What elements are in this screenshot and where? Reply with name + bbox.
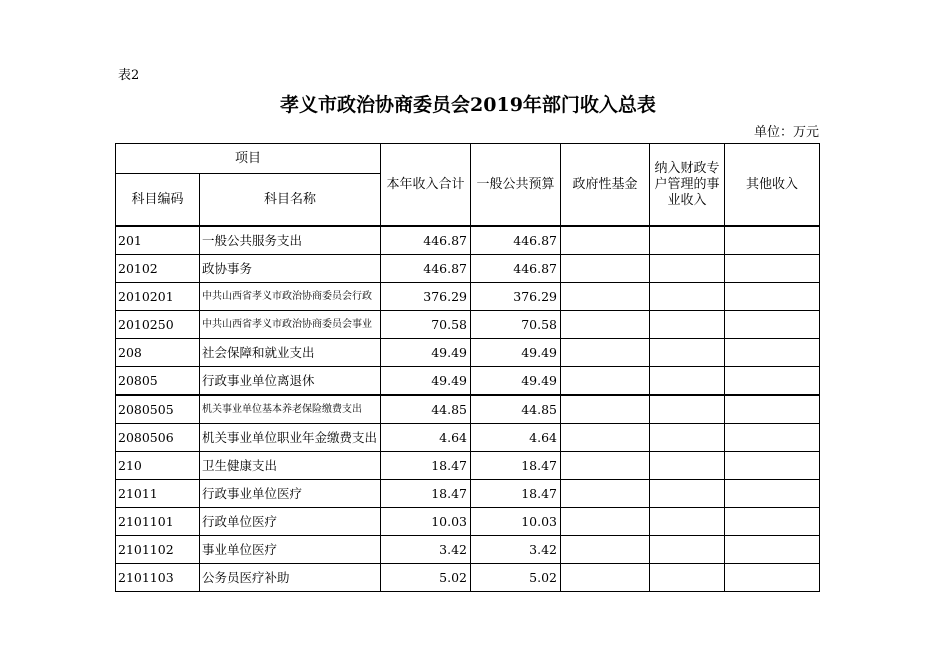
row-special-mgmt bbox=[650, 395, 725, 424]
row-other bbox=[725, 452, 820, 480]
row-general-budget: 4.64 bbox=[471, 424, 561, 452]
row-special-mgmt bbox=[650, 508, 725, 536]
row-total: 18.47 bbox=[381, 480, 471, 508]
row-general-budget: 18.47 bbox=[471, 452, 561, 480]
row-code: 210 bbox=[116, 452, 200, 480]
row-code: 2010250 bbox=[116, 311, 200, 339]
row-total: 49.49 bbox=[381, 367, 471, 396]
income-table bbox=[115, 143, 820, 592]
table-row bbox=[116, 395, 820, 424]
row-code: 201 bbox=[116, 226, 200, 255]
row-name: 行政事业单位离退休 bbox=[200, 367, 381, 396]
row-general-budget: 49.49 bbox=[471, 339, 561, 367]
row-other bbox=[725, 564, 820, 592]
row-gov-fund bbox=[561, 339, 650, 367]
row-special-mgmt bbox=[650, 226, 725, 255]
row-code: 2080505 bbox=[116, 395, 200, 424]
row-name: 社会保障和就业支出 bbox=[200, 339, 381, 367]
row-other bbox=[725, 424, 820, 452]
row-total: 5.02 bbox=[381, 564, 471, 592]
header-general-budget: 一般公共预算 bbox=[471, 144, 561, 227]
row-total: 10.03 bbox=[381, 508, 471, 536]
row-gov-fund bbox=[561, 424, 650, 452]
row-total: 4.64 bbox=[381, 424, 471, 452]
table-row bbox=[116, 564, 820, 592]
row-name: 行政单位医疗 bbox=[200, 508, 381, 536]
header-project: 项目 bbox=[116, 144, 381, 174]
row-other bbox=[725, 311, 820, 339]
row-general-budget: 446.87 bbox=[471, 226, 561, 255]
row-gov-fund bbox=[561, 226, 650, 255]
row-gov-fund bbox=[561, 255, 650, 283]
header-special-mgmt: 纳入财政专户管理的事业收入 bbox=[650, 144, 725, 227]
row-name: 政协事务 bbox=[200, 255, 381, 283]
row-general-budget: 18.47 bbox=[471, 480, 561, 508]
page-title: 孝义市政治协商委员会2019年部门收入总表 bbox=[280, 94, 656, 116]
row-other bbox=[725, 255, 820, 283]
row-name: 一般公共服务支出 bbox=[200, 226, 381, 255]
row-total: 70.58 bbox=[381, 311, 471, 339]
row-code: 2010201 bbox=[116, 283, 200, 311]
row-other bbox=[725, 226, 820, 255]
row-gov-fund bbox=[561, 367, 650, 396]
row-total: 446.87 bbox=[381, 226, 471, 255]
row-name: 卫生健康支出 bbox=[200, 452, 381, 480]
row-name: 机关事业单位基本养老保险缴费支出 bbox=[200, 395, 381, 424]
row-special-mgmt bbox=[650, 536, 725, 564]
row-general-budget: 10.03 bbox=[471, 508, 561, 536]
row-general-budget: 49.49 bbox=[471, 367, 561, 396]
row-total: 18.47 bbox=[381, 452, 471, 480]
table-row bbox=[116, 339, 820, 367]
row-code: 208 bbox=[116, 339, 200, 367]
table-number: 表2 bbox=[118, 68, 140, 83]
row-code: 21011 bbox=[116, 480, 200, 508]
row-gov-fund bbox=[561, 564, 650, 592]
table-row bbox=[116, 536, 820, 564]
row-other bbox=[725, 339, 820, 367]
row-special-mgmt bbox=[650, 452, 725, 480]
header-code: 科目编码 bbox=[116, 174, 200, 227]
row-special-mgmt bbox=[650, 311, 725, 339]
row-total: 376.29 bbox=[381, 283, 471, 311]
row-gov-fund bbox=[561, 480, 650, 508]
row-total: 49.49 bbox=[381, 339, 471, 367]
row-gov-fund bbox=[561, 536, 650, 564]
row-name: 中共山西省孝义市政治协商委员会行政 bbox=[200, 283, 381, 311]
row-total: 44.85 bbox=[381, 395, 471, 424]
row-general-budget: 446.87 bbox=[471, 255, 561, 283]
row-code: 20102 bbox=[116, 255, 200, 283]
row-special-mgmt bbox=[650, 564, 725, 592]
row-special-mgmt bbox=[650, 480, 725, 508]
row-code: 2101103 bbox=[116, 564, 200, 592]
row-general-budget: 44.85 bbox=[471, 395, 561, 424]
row-other bbox=[725, 480, 820, 508]
row-general-budget: 3.42 bbox=[471, 536, 561, 564]
row-name: 公务员医疗补助 bbox=[200, 564, 381, 592]
row-total: 3.42 bbox=[381, 536, 471, 564]
row-general-budget: 5.02 bbox=[471, 564, 561, 592]
row-name: 行政事业单位医疗 bbox=[200, 480, 381, 508]
row-code: 2101102 bbox=[116, 536, 200, 564]
table-row bbox=[116, 283, 820, 311]
row-general-budget: 70.58 bbox=[471, 311, 561, 339]
row-gov-fund bbox=[561, 283, 650, 311]
table-row bbox=[116, 424, 820, 452]
table-row bbox=[116, 452, 820, 480]
row-name: 事业单位医疗 bbox=[200, 536, 381, 564]
row-general-budget: 376.29 bbox=[471, 283, 561, 311]
header-gov-fund: 政府性基金 bbox=[561, 144, 650, 227]
row-total: 446.87 bbox=[381, 255, 471, 283]
row-code: 20805 bbox=[116, 367, 200, 396]
row-special-mgmt bbox=[650, 424, 725, 452]
row-special-mgmt bbox=[650, 367, 725, 396]
row-name: 中共山西省孝义市政治协商委员会事业 bbox=[200, 311, 381, 339]
row-gov-fund bbox=[561, 452, 650, 480]
row-special-mgmt bbox=[650, 339, 725, 367]
header-name: 科目名称 bbox=[200, 174, 381, 227]
row-other bbox=[725, 508, 820, 536]
table-row bbox=[116, 480, 820, 508]
table-row bbox=[116, 508, 820, 536]
row-gov-fund bbox=[561, 508, 650, 536]
row-other bbox=[725, 283, 820, 311]
row-other bbox=[725, 367, 820, 396]
table-row bbox=[116, 226, 820, 255]
row-code: 2080506 bbox=[116, 424, 200, 452]
unit-label: 单位：万元 bbox=[753, 125, 819, 140]
row-gov-fund bbox=[561, 395, 650, 424]
row-name: 机关事业单位职业年金缴费支出 bbox=[200, 424, 381, 452]
row-gov-fund bbox=[561, 311, 650, 339]
header-other: 其他收入 bbox=[725, 144, 820, 227]
row-special-mgmt bbox=[650, 283, 725, 311]
table-row bbox=[116, 255, 820, 283]
table-row bbox=[116, 311, 820, 339]
row-code: 2101101 bbox=[116, 508, 200, 536]
table-row bbox=[116, 367, 820, 396]
row-other bbox=[725, 395, 820, 424]
row-special-mgmt bbox=[650, 255, 725, 283]
row-other bbox=[725, 536, 820, 564]
header-total: 本年收入合计 bbox=[381, 144, 471, 227]
